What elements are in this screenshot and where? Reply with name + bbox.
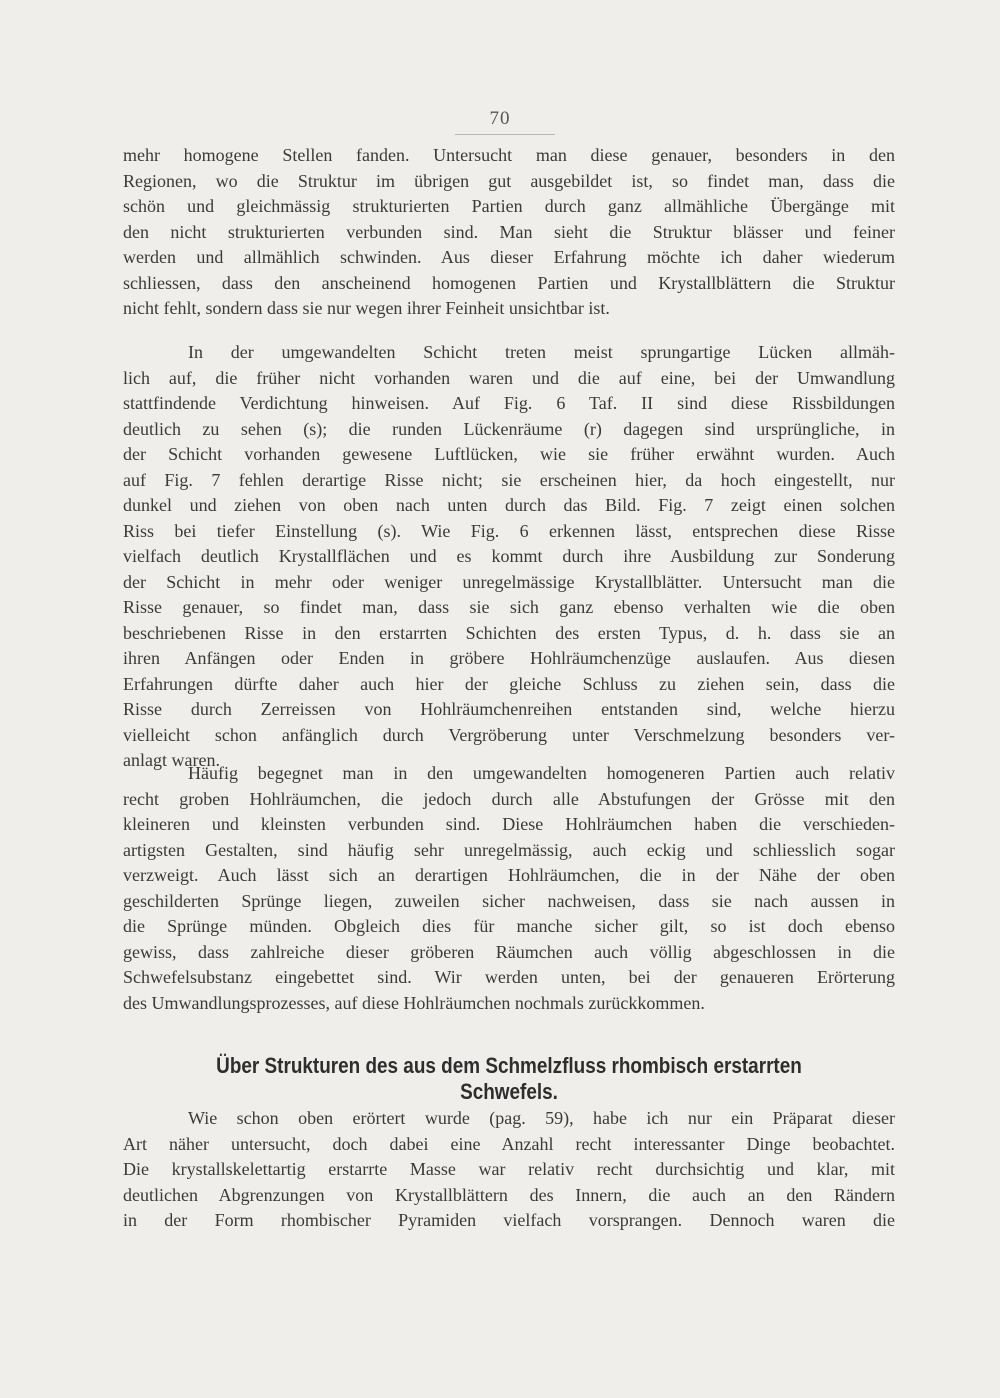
text-line: der Schicht vorhanden gewesene Luftlücken, wie sie früher erwähnt wurden. Auch: [123, 444, 895, 464]
text-line: den nicht strukturierten verbunden sind. Man sieht die Struktur blässer und feiner: [123, 221, 895, 242]
text-line: auf Fig. 7 fehlen derartige Risse nicht; sie erscheinen hier, da hoch eingestellt, nur: [123, 469, 895, 490]
text-line: recht groben Hohlräumchen, die jedoch durch alle Abstufungen der Grösse mit den: [123, 788, 895, 809]
text-line: anlagt waren.: [123, 750, 220, 770]
text-line: Art näher untersucht, doch dabei eine Anzahl recht interessanter Dinge beobachtet.: [123, 1133, 895, 1154]
text-line: beschriebenen Risse in den erstarrten Schichten des ersten Typus, d. h. dass sie an: [123, 622, 895, 643]
page-number: 70: [489, 108, 511, 129]
text-line: Schwefelsubstanz eingebettet sind. Wir werden unten, bei der genaueren Erörterung: [123, 967, 895, 987]
text-line: deutlich zu sehen (s); die runden Lückenräume (r) dagegen sind ursprüngliche, in: [123, 418, 895, 439]
page-number-rule: [455, 134, 555, 135]
text-line: Risse genauer, so findet man, dass sie sich ganz ebenso verhalten wie die oben: [123, 597, 895, 617]
text-line: Häufig begegnet man in den umgewandelten homogeneren Partien auch relativ: [188, 763, 895, 783]
text-line: lich auf, die früher nicht vorhanden waren und die auf eine, bei der Umwandlung: [123, 367, 895, 388]
text-line: Wie schon oben erörtert wurde (pag. 59), habe ich nur ein Präparat dieser: [188, 1108, 895, 1128]
section-heading-line-1: Über Strukturen des aus dem Schmelzfluss rhombisch erstarrten: [216, 1053, 802, 1078]
text-line: Erfahrungen dürfte daher auch hier der gleiche Schluss zu ziehen sein, dass die: [123, 673, 895, 694]
text-line: mehr homogene Stellen fanden. Untersucht man diese genauer, besonders in den: [123, 145, 895, 165]
text-line: verzweigt. Auch lässt sich an derartigen Hohlräumchen, die in der Nähe der oben: [123, 865, 895, 885]
text-line: ihren Anfängen oder Enden in gröbere Hohlräumchenzüge auslaufen. Aus diesen: [123, 648, 895, 668]
text-line: des Umwandlungsprozesses, auf diese Hohlräumchen nochmals zurückkommen.: [123, 992, 705, 1013]
text-line: nicht fehlt, sondern dass sie nur wegen ihrer Feinheit unsichtbar ist.: [123, 298, 610, 318]
text-line: Die krystallskelettartig erstarrte Masse war relativ recht durchsichtig und klar, mit: [123, 1159, 895, 1179]
paragraph-4: [123, 1106, 895, 1234]
text-line: Regionen, wo die Struktur im übrigen gut ausgebildet ist, so findet man, dass die: [123, 170, 895, 191]
paragraph-3: [123, 761, 895, 1016]
text-line: Riss bei tiefer Einstellung (s). Wie Fig. 6 erkennen lässt, entsprechen diese Risse: [123, 520, 895, 541]
paragraph-2: [123, 340, 895, 774]
text-line: dunkel und ziehen von oben nach unten durch das Bild. Fig. 7 zeigt einen solchen: [123, 495, 895, 515]
text-line: In der umgewandelten Schicht treten meist sprungartige Lücken allmäh-: [188, 342, 895, 362]
paragraph-1: [123, 143, 895, 322]
text-line: schön und gleichmässig strukturierten Partien durch ganz allmähliche Übergänge mit: [123, 196, 895, 216]
text-line: der Schicht in mehr oder weniger unregelmässige Krystallblätter. Untersucht man die: [123, 571, 895, 592]
section-heading-line-2: Schwefels.: [460, 1079, 558, 1104]
text-line: die Sprünge münden. Obgleich dies für manche sicher gilt, so ist doch ebenso: [123, 916, 895, 936]
text-line: kleineren und kleinsten verbunden sind. Diese Hohlräumchen haben die verschieden-: [123, 814, 895, 834]
text-line: geschilderten Sprünge liegen, zuweilen sicher nachweisen, dass sie nach aussen in: [123, 890, 895, 911]
text-line: vielleicht schon anfänglich durch Vergröberung unter Verschmelzung besonders ver-: [123, 724, 895, 745]
text-line: in der Form rhombischer Pyramiden vielfach vorsprangen. Dennoch waren die: [123, 1210, 895, 1230]
text-line: vielfach deutlich Krystallflächen und es kommt durch ihre Ausbildung zur Sonderung: [123, 546, 895, 566]
text-line: artigsten Gestalten, sind häufig sehr unregelmässig, auch eckig und schliesslich sogar: [123, 839, 895, 860]
text-line: stattfindende Verdichtung hinweisen. Auf Fig. 6 Taf. II sind diese Rissbildungen: [123, 393, 895, 413]
text-line: werden und allmählich schwinden. Aus dieser Erfahrung möchte ich daher wiederum: [123, 247, 895, 267]
text-line: deutlichen Abgrenzungen von Krystallblättern des Innern, die auch an den Rändern: [123, 1184, 895, 1205]
text-line: schliessen, dass den anscheinend homogenen Partien und Krystallblättern die Struktur: [123, 272, 895, 293]
text-line: gewiss, dass zahlreiche dieser gröberen Räumchen auch völlig abgeschlossen in die: [123, 941, 895, 962]
section-heading: [177, 1053, 841, 1105]
text-line: Risse durch Zerreissen von Hohlräumchenreihen entstanden sind, welche hierzu: [123, 699, 895, 719]
